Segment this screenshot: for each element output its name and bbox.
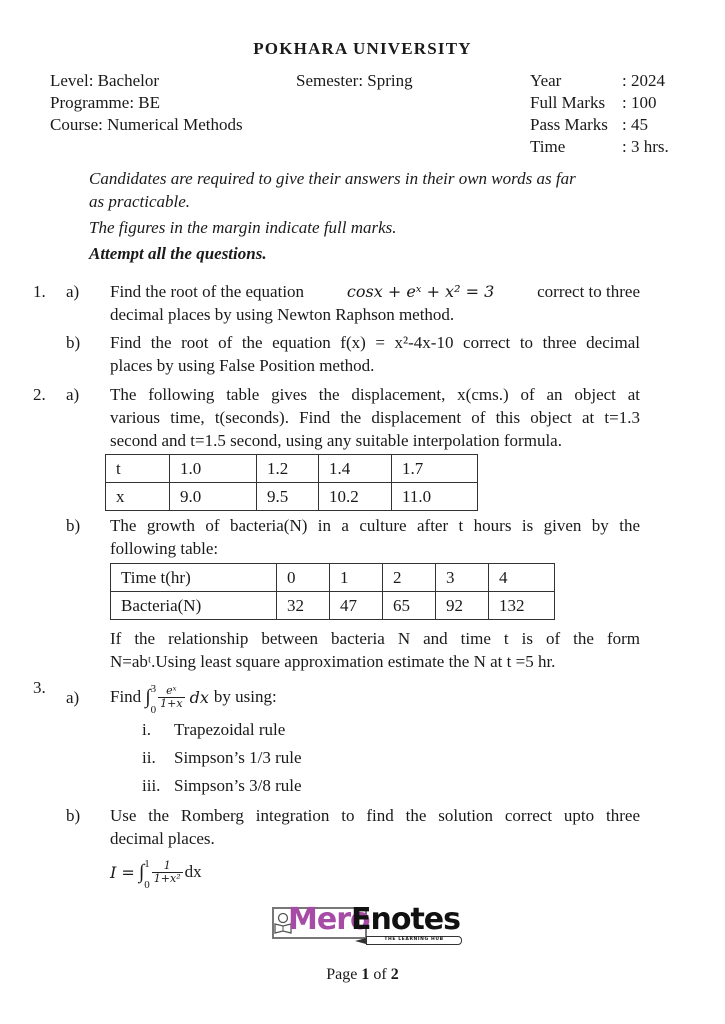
subquestion-label: a)	[66, 688, 80, 707]
numerator: eˣ	[158, 685, 184, 698]
q2b-line3: If the relationship between bacteria N and time t is of the form	[110, 629, 640, 648]
q2a-line3: second and t=1.5 second, using any suitable interpolation formula.	[110, 431, 562, 450]
integrand-fraction	[158, 685, 184, 710]
course: Course: Numerical Methods	[50, 115, 243, 134]
table-cell: 9.5	[257, 483, 319, 511]
q2b-line4: N=abᵗ.Using least square approximation estimate the N at t =5 hr.	[110, 652, 556, 671]
question-number: 2.	[33, 385, 46, 404]
method-num: ii.	[142, 748, 156, 767]
subquestion-label: b)	[66, 333, 81, 352]
meta-key: Pass Marks	[530, 115, 608, 134]
integral-icon: ∫	[138, 860, 145, 883]
table-cell: 2	[383, 564, 436, 592]
q1a-line1	[110, 282, 640, 302]
subquestion-label: b)	[66, 516, 81, 535]
q2a-line2: various time, t(seconds). Find the displacement of this object at t=1.3	[110, 408, 640, 427]
denominator: 1+x²	[153, 871, 181, 885]
subquestion-label: b)	[66, 806, 81, 825]
numerator: 1	[152, 860, 183, 873]
upper-limit: 3	[150, 683, 157, 695]
table-cell: 11.0	[392, 483, 478, 511]
method-item	[142, 776, 302, 796]
question-number: 1.	[33, 282, 46, 301]
meta-value: : 45	[622, 115, 648, 134]
meta-pass-marks	[530, 114, 669, 136]
q3a-post: by using:	[213, 687, 277, 706]
table-cell: 132	[489, 592, 555, 620]
meta-value: : 3 hrs.	[622, 137, 669, 156]
q3a-line1	[110, 680, 277, 714]
q1a-equation: cosx + eˣ + x² = 3	[346, 282, 495, 301]
bacteria-table	[110, 563, 555, 620]
method-text: Simpson’s 1/3 rule	[174, 748, 302, 767]
table-cell: Bacteria(N)	[111, 592, 277, 620]
q3a-find: Find	[110, 687, 142, 706]
meta-time	[530, 136, 669, 158]
table-row	[106, 483, 478, 511]
table-cell: Time t(hr)	[111, 564, 277, 592]
q3b-line1: Use the Romberg integration to find the solution correct upto three	[110, 806, 640, 825]
table-cell: 1.7	[392, 455, 478, 483]
table-cell: 65	[383, 592, 436, 620]
meta-value: : 100	[622, 93, 657, 112]
page-total: 2	[390, 966, 399, 983]
meta-full-marks	[530, 92, 669, 114]
integral-limits	[144, 858, 150, 891]
q2b-line1: The growth of bacteria(N) in a culture after t hours is given by the	[110, 516, 640, 535]
table-row	[111, 592, 555, 620]
programme: Programme: BE	[50, 93, 161, 112]
table-cell: x	[106, 483, 170, 511]
page-footer	[0, 966, 725, 984]
q1b-line1: Find the root of the equation f(x) = x²-4x-10 correct to three decimal	[110, 333, 640, 352]
logo-mero-text: Mero	[288, 902, 370, 937]
table-cell: 32	[277, 592, 330, 620]
method-num: iii.	[142, 776, 161, 795]
table-row	[111, 564, 555, 592]
page-number: 1	[361, 966, 370, 983]
of-word: of	[373, 966, 387, 983]
question-number: 3.	[33, 678, 46, 697]
table-cell: 4	[489, 564, 555, 592]
method-item	[142, 748, 302, 768]
method-text: Simpson’s 3/8 rule	[174, 776, 302, 795]
logo-tagline: THE LEARNING HUB	[366, 936, 462, 945]
page-word: Page	[326, 966, 358, 983]
integral-limits	[150, 683, 157, 716]
q3b-line2: decimal places.	[110, 829, 215, 848]
subquestion-label: a)	[66, 282, 80, 301]
meta-value: : 2024	[622, 71, 665, 90]
instruction-3: Attempt all the questions.	[89, 244, 267, 263]
instruction-1b: as practicable.	[89, 192, 191, 211]
meroenotes-logo	[268, 902, 468, 950]
table-cell: t	[106, 455, 170, 483]
table-cell: 1.2	[257, 455, 319, 483]
q1a-line2: decimal places by using Newton Raphson method.	[110, 305, 455, 324]
method-text: Trapezoidal rule	[174, 720, 286, 739]
header-meta	[530, 70, 669, 158]
logo-enotes-text: Enotes	[351, 902, 461, 937]
q2b-line2: following table:	[110, 539, 219, 558]
meta-key: Full Marks	[530, 93, 606, 112]
displacement-table	[105, 454, 478, 511]
instruction-2: The figures in the margin indicate full marks.	[89, 218, 397, 237]
meta-key: Year	[530, 71, 562, 90]
header-left	[50, 70, 243, 136]
q2a-line1: The following table gives the displacement, x(cms.) of an object at	[110, 385, 640, 404]
meta-year	[530, 70, 669, 92]
q1a-post: correct to three	[537, 282, 640, 301]
method-num: i.	[142, 720, 151, 739]
table-cell: 47	[330, 592, 383, 620]
table-cell: 9.0	[170, 483, 257, 511]
table-cell: 3	[436, 564, 489, 592]
upper-limit: 1	[144, 858, 150, 870]
table-cell: 10.2	[319, 483, 392, 511]
denominator: 1+x	[160, 696, 183, 710]
table-row	[106, 455, 478, 483]
integrand-fraction	[152, 860, 183, 885]
integral-lhs: I =	[110, 862, 135, 882]
dx: dx	[189, 687, 209, 707]
semester: Semester: Spring	[296, 71, 413, 90]
table-cell: 1	[330, 564, 383, 592]
meta-key: Time	[530, 137, 566, 156]
method-item	[142, 720, 285, 740]
q1b-line2: places by using False Position method.	[110, 356, 375, 375]
level: Level: Bachelor	[50, 71, 160, 90]
university-title: POKHARA UNIVERSITY	[253, 39, 472, 58]
q1a-pre: Find the root of the equation	[110, 282, 305, 301]
integral-icon: ∫	[145, 685, 151, 708]
lower-limit: 0	[144, 879, 150, 891]
table-cell: 1.0	[170, 455, 257, 483]
table-cell: 0	[277, 564, 330, 592]
dx: dx	[184, 862, 202, 881]
subquestion-label: a)	[66, 385, 80, 404]
instruction-1a: Candidates are required to give their answers in their own words as far	[89, 169, 576, 188]
lower-limit: 0	[150, 704, 157, 716]
q3b-integral	[110, 855, 202, 889]
table-cell: 92	[436, 592, 489, 620]
table-cell: 1.4	[319, 455, 392, 483]
